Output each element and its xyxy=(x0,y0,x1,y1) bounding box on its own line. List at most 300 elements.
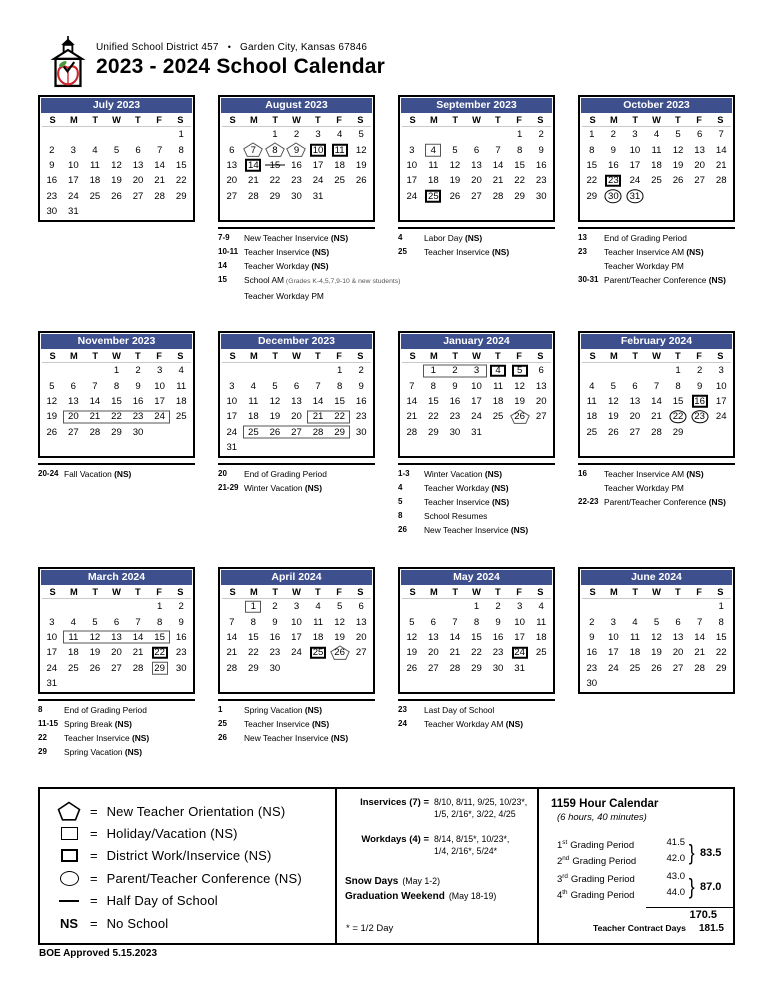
day-number: 30 xyxy=(46,206,58,218)
day-cell xyxy=(243,189,265,204)
day-cell xyxy=(624,173,646,188)
day-number: 11 xyxy=(89,159,100,171)
day-number: 5 xyxy=(49,380,55,392)
calendar-february-2024 xyxy=(578,331,735,458)
empty-day-cell xyxy=(530,676,552,691)
day-cell xyxy=(466,409,488,424)
day-number: 2 xyxy=(696,365,703,377)
day-number: 17 xyxy=(291,631,302,643)
day-number: 20 xyxy=(68,411,79,423)
day-cell xyxy=(401,661,423,676)
workdays-dates-line2: 1/4, 2/16*, 5/24* xyxy=(434,845,498,856)
day-cell xyxy=(307,378,329,393)
weekday-header: S xyxy=(49,350,56,361)
weekday-header: T xyxy=(632,114,639,125)
note-text: Teacher Inservice (NS) xyxy=(424,497,510,507)
day-cell xyxy=(444,661,466,676)
empty-day-cell xyxy=(603,440,625,455)
day-number: 22 xyxy=(269,175,281,187)
day-cell xyxy=(350,614,372,629)
empty-day-cell xyxy=(689,189,711,204)
note-row xyxy=(578,469,735,480)
graduation-dates: (May 18-19) xyxy=(448,891,497,901)
day-number: 24 xyxy=(406,190,418,202)
month-block-august-2023 xyxy=(218,95,401,331)
day-cell xyxy=(581,630,603,645)
day-number: 19 xyxy=(46,411,58,423)
no-school-tag: (NS) xyxy=(328,733,349,743)
day-number: 8 xyxy=(718,616,724,628)
empty-day-cell xyxy=(530,661,552,676)
day-cell xyxy=(667,630,689,645)
day-number: 29 xyxy=(672,426,684,438)
empty-day-cell xyxy=(667,189,689,204)
day-number: 21 xyxy=(154,175,165,187)
day-number: 5 xyxy=(409,616,415,628)
day-cell xyxy=(581,142,603,157)
weekday-header: M xyxy=(250,350,258,361)
weekday-header-row xyxy=(42,113,191,127)
day-cell xyxy=(710,630,732,645)
day-number: 9 xyxy=(610,144,617,156)
day-cell xyxy=(710,661,732,676)
day-number: 22 xyxy=(111,411,122,423)
note-text: Teacher Inservice AM (NS) xyxy=(604,247,704,257)
month-title: December 2023 xyxy=(221,334,372,349)
day-number: 10 xyxy=(471,380,482,392)
day-number: 20 xyxy=(694,159,705,171)
empty-day-cell xyxy=(84,363,106,378)
day-cell xyxy=(41,142,63,157)
day-cell xyxy=(84,378,106,393)
day-cell xyxy=(530,630,552,645)
empty-day-cell xyxy=(264,363,286,378)
day-number: 29 xyxy=(269,190,281,202)
day-number: 29 xyxy=(471,662,482,674)
day-cell-marked xyxy=(127,630,149,645)
day-cell xyxy=(350,645,372,660)
day-number: 12 xyxy=(672,144,684,156)
day-number: 23 xyxy=(492,647,504,659)
weekday-header: W xyxy=(112,350,121,361)
empty-day-cell xyxy=(350,661,372,676)
empty-day-cell xyxy=(170,440,192,455)
day-cell xyxy=(63,158,85,173)
empty-day-cell xyxy=(170,204,192,219)
note-text: End of Grading Period xyxy=(244,469,327,479)
empty-day-cell xyxy=(624,363,646,378)
day-cell-marked xyxy=(307,409,329,424)
day-number: 30 xyxy=(586,678,598,690)
day-number: 30 xyxy=(535,190,547,202)
day-cell xyxy=(307,173,329,188)
day-cell xyxy=(667,394,689,409)
day-cell xyxy=(689,127,711,142)
note-day: 22 xyxy=(38,733,47,742)
day-cell xyxy=(466,189,488,204)
note-day: 23 xyxy=(578,247,587,256)
half-day-key: * = 1/2 Day xyxy=(346,923,394,934)
day-cell xyxy=(689,142,711,157)
weekday-header-row xyxy=(582,349,731,363)
empty-day-cell xyxy=(63,676,85,691)
day-cell xyxy=(221,394,243,409)
weekday-header: S xyxy=(177,350,184,361)
day-number: 25 xyxy=(629,662,641,674)
day-cell xyxy=(106,661,128,676)
day-number: 3 xyxy=(610,616,617,628)
day-number: 12 xyxy=(334,616,345,628)
day-cell-marked xyxy=(689,409,711,424)
day-cell xyxy=(41,630,63,645)
months-grid xyxy=(38,95,735,761)
day-number: 27 xyxy=(535,411,547,423)
day-number: 20 xyxy=(355,631,367,643)
day-cell xyxy=(63,614,85,629)
note-text: Teacher Workday AM (NS) xyxy=(424,719,523,729)
day-cell xyxy=(689,614,711,629)
day-number: 4 xyxy=(315,601,321,613)
day-number: 16 xyxy=(46,175,58,187)
weekday-header: T xyxy=(92,114,99,125)
empty-day-cell xyxy=(444,676,466,691)
empty-day-cell xyxy=(646,599,668,614)
weekday-header: T xyxy=(632,586,639,597)
note-text: Parent/Teacher Conference (NS) xyxy=(604,275,726,285)
square-thin-shape xyxy=(61,827,78,840)
day-cell xyxy=(509,599,531,614)
month-title: February 2024 xyxy=(581,334,732,349)
day-cell xyxy=(466,158,488,173)
day-number: 21 xyxy=(715,159,727,171)
day-cell-marked xyxy=(509,409,531,424)
day-cell xyxy=(221,425,243,440)
day-cell xyxy=(689,363,711,378)
day-number: 1 xyxy=(178,129,184,141)
day-number: 21 xyxy=(406,411,418,423)
day-number: 18 xyxy=(175,395,187,407)
empty-day-cell xyxy=(444,599,466,614)
note-day: 20 xyxy=(218,469,227,478)
day-cell-marked xyxy=(63,630,85,645)
day-number: 1 xyxy=(675,365,681,377)
day-number: 16 xyxy=(608,159,619,171)
day-cell xyxy=(286,630,308,645)
day-number: 25 xyxy=(428,190,439,202)
empty-day-cell xyxy=(401,599,423,614)
day-number: 4 xyxy=(70,616,77,628)
day-cell xyxy=(243,661,265,676)
weekday-header: W xyxy=(112,114,121,125)
day-cell xyxy=(530,189,552,204)
day-cell xyxy=(487,614,509,629)
day-number: 17 xyxy=(608,647,619,659)
day-cell xyxy=(509,142,531,157)
day-cell-marked xyxy=(444,363,466,378)
day-number: 19 xyxy=(449,175,461,187)
note-day: 8 xyxy=(398,511,403,520)
weekday-header: S xyxy=(49,586,56,597)
day-number: 23 xyxy=(449,411,461,423)
day-number: 31 xyxy=(46,678,58,690)
day-cell xyxy=(487,630,509,645)
weekday-header: F xyxy=(156,586,162,597)
day-number: 13 xyxy=(629,395,641,407)
notes-october-2023 xyxy=(578,227,735,286)
month-block-march-2024 xyxy=(38,567,195,761)
weekday-header: F xyxy=(336,586,342,597)
note-day: 21-29 xyxy=(218,483,239,492)
day-cell xyxy=(243,409,265,424)
note-text: Spring Vacation (NS) xyxy=(244,705,323,715)
empty-day-cell xyxy=(509,676,531,691)
day-number: 8 xyxy=(178,144,184,156)
day-cell xyxy=(466,394,488,409)
empty-day-cell xyxy=(286,661,308,676)
day-number: 18 xyxy=(428,175,439,187)
weekday-header-row xyxy=(402,585,551,599)
day-number: 24 xyxy=(226,426,238,438)
day-cell xyxy=(624,409,646,424)
note-row xyxy=(218,483,375,494)
notes-february-2024 xyxy=(578,463,735,508)
empty-day-cell xyxy=(307,363,329,378)
note-text: New Teacher Inservice (NS) xyxy=(244,233,349,243)
weekday-header: M xyxy=(70,114,78,125)
grading-period-days: 43.0 xyxy=(666,871,685,883)
day-number: 21 xyxy=(492,175,504,187)
day-number: 29 xyxy=(248,662,259,674)
day-number: 7 xyxy=(495,144,501,156)
day-number: 10 xyxy=(514,616,525,628)
day-number: 22 xyxy=(428,411,439,423)
weekday-header-row xyxy=(582,113,731,127)
day-cell xyxy=(41,614,63,629)
empty-day-cell xyxy=(530,425,552,440)
calendar-october-2023 xyxy=(578,95,735,222)
day-cell xyxy=(106,189,128,204)
note-row xyxy=(38,733,195,744)
day-cell xyxy=(41,661,63,676)
day-number: 14 xyxy=(226,631,238,643)
day-cell-marked xyxy=(63,409,85,424)
empty-day-cell xyxy=(63,127,85,142)
day-cell xyxy=(221,661,243,676)
day-number: 2 xyxy=(495,601,501,613)
day-number: 27 xyxy=(428,662,439,674)
calendar-november-2023 xyxy=(38,331,195,458)
day-cell-marked xyxy=(243,158,265,173)
no-school-tag: (NS) xyxy=(328,233,349,243)
day-number: 9 xyxy=(135,380,141,392)
note-text: School AM (Grades K-4,5,7,9-10 & new students) xyxy=(244,275,401,285)
empty-day-cell xyxy=(603,363,625,378)
day-cell xyxy=(444,425,466,440)
day-cell xyxy=(84,142,106,157)
day-cell xyxy=(603,158,625,173)
weekday-header: S xyxy=(409,114,416,125)
day-number: 26 xyxy=(89,662,101,674)
day-number: 29 xyxy=(334,426,345,438)
day-cell xyxy=(264,127,286,142)
note-day: 26 xyxy=(218,733,227,742)
day-cell xyxy=(264,409,286,424)
day-cell xyxy=(509,614,531,629)
weekday-header: T xyxy=(494,114,501,125)
equals-sign: = xyxy=(90,803,98,819)
day-cell xyxy=(466,661,488,676)
notes-april-2024 xyxy=(218,699,375,744)
day-cell xyxy=(307,189,329,204)
day-cell xyxy=(221,158,243,173)
day-cell xyxy=(170,158,192,173)
day-number: 12 xyxy=(355,144,367,156)
day-number: 19 xyxy=(651,647,662,659)
note-row xyxy=(218,261,375,272)
day-number: 24 xyxy=(514,647,525,659)
day-cell xyxy=(667,425,689,440)
day-cell xyxy=(646,173,668,188)
day-number: 9 xyxy=(538,144,544,156)
day-number: 28 xyxy=(651,426,662,438)
empty-day-cell xyxy=(329,204,351,219)
day-number: 10 xyxy=(629,144,641,156)
day-cell xyxy=(603,614,625,629)
day-cell xyxy=(329,158,351,173)
day-cell xyxy=(264,599,286,614)
weekday-header: T xyxy=(272,586,279,597)
month-block-december-2023 xyxy=(218,331,375,567)
day-number: 30 xyxy=(291,190,302,202)
day-number: 15 xyxy=(715,631,727,643)
empty-day-cell xyxy=(41,599,63,614)
note-day: 11-15 xyxy=(38,719,59,728)
day-cell xyxy=(530,599,552,614)
day-cell xyxy=(624,378,646,393)
note-text: Teacher Inservice (NS) xyxy=(424,247,510,257)
note-day: 30-31 xyxy=(578,275,599,284)
weekday-header: S xyxy=(229,350,236,361)
empty-day-cell xyxy=(106,676,128,691)
empty-day-cell xyxy=(487,676,509,691)
day-number: 28 xyxy=(132,662,144,674)
day-number: 23 xyxy=(175,647,187,659)
day-number: 3 xyxy=(409,144,415,156)
day-cell xyxy=(63,142,85,157)
day-number: 18 xyxy=(312,631,324,643)
day-cell xyxy=(423,661,445,676)
ns-icon: NS xyxy=(59,915,79,931)
day-number: 1 xyxy=(336,365,343,377)
day-number: 24 xyxy=(291,647,302,659)
day-number: 13 xyxy=(428,631,439,643)
day-number: 11 xyxy=(586,395,597,407)
day-number: 13 xyxy=(68,395,79,407)
day-number: 28 xyxy=(449,662,461,674)
weekday-header: T xyxy=(452,586,459,597)
day-cell xyxy=(127,425,149,440)
day-cell xyxy=(401,614,423,629)
legend-box xyxy=(38,787,735,945)
day-cell xyxy=(264,645,286,660)
day-number: 18 xyxy=(629,647,641,659)
weekday-header: S xyxy=(49,114,56,125)
day-cell xyxy=(170,599,192,614)
grading-period-label: 3rd Grading Period xyxy=(557,873,635,886)
note-row xyxy=(398,497,555,508)
day-grid xyxy=(40,363,193,455)
empty-day-cell xyxy=(689,425,711,440)
day-number: 13 xyxy=(694,144,705,156)
day-number: 13 xyxy=(535,380,547,392)
day-number: 25 xyxy=(68,662,79,674)
day-cell xyxy=(646,614,668,629)
day-cell xyxy=(286,378,308,393)
day-number: 11 xyxy=(493,380,504,392)
weekday-header: S xyxy=(537,586,544,597)
summary-section xyxy=(337,789,539,943)
day-cell xyxy=(689,173,711,188)
day-cell xyxy=(127,189,149,204)
note-text: Winter Vacation (NS) xyxy=(244,483,323,493)
page-title: 2023 - 2024 School Calendar xyxy=(96,55,386,78)
day-cell xyxy=(646,409,668,424)
day-number: 20 xyxy=(428,647,439,659)
day-number: 18 xyxy=(248,411,259,423)
day-number: 31 xyxy=(312,190,324,202)
empty-day-cell xyxy=(667,440,689,455)
day-cell xyxy=(286,409,308,424)
inservices-dates-line1: 8/10, 8/11, 9/25, 10/23*, xyxy=(434,797,528,807)
empty-day-cell xyxy=(127,676,149,691)
day-cell xyxy=(624,394,646,409)
day-number: 10 xyxy=(715,380,727,392)
empty-day-cell xyxy=(329,440,351,455)
day-number: 17 xyxy=(154,395,165,407)
note-row xyxy=(398,705,555,716)
weekday-header: T xyxy=(314,586,321,597)
empty-day-cell xyxy=(689,599,711,614)
empty-day-cell xyxy=(667,676,689,691)
day-number: 18 xyxy=(89,175,101,187)
day-cell xyxy=(624,142,646,157)
day-cell xyxy=(603,630,625,645)
day-number: 1 xyxy=(113,365,120,377)
calendar-august-2023 xyxy=(218,95,375,222)
empty-day-cell xyxy=(286,363,308,378)
day-number: 13 xyxy=(291,395,302,407)
day-number: 31 xyxy=(629,190,641,202)
weekday-header: S xyxy=(177,114,184,125)
day-cell xyxy=(466,614,488,629)
day-number: 26 xyxy=(608,426,619,438)
day-number: 6 xyxy=(113,616,120,628)
day-cell xyxy=(401,425,423,440)
day-cell xyxy=(466,173,488,188)
day-cell xyxy=(646,645,668,660)
day-cell xyxy=(487,394,509,409)
day-number: 2 xyxy=(589,616,595,628)
day-number: 19 xyxy=(111,175,122,187)
day-number: 20 xyxy=(629,411,641,423)
day-number: 6 xyxy=(696,129,703,141)
weekday-header: T xyxy=(632,350,639,361)
day-cell xyxy=(41,645,63,660)
legend-label: Holiday/Vacation (NS) xyxy=(106,826,238,842)
empty-day-cell xyxy=(350,440,372,455)
day-number: 12 xyxy=(514,380,525,392)
legend-label: District Work/Inservice (NS) xyxy=(106,848,272,864)
